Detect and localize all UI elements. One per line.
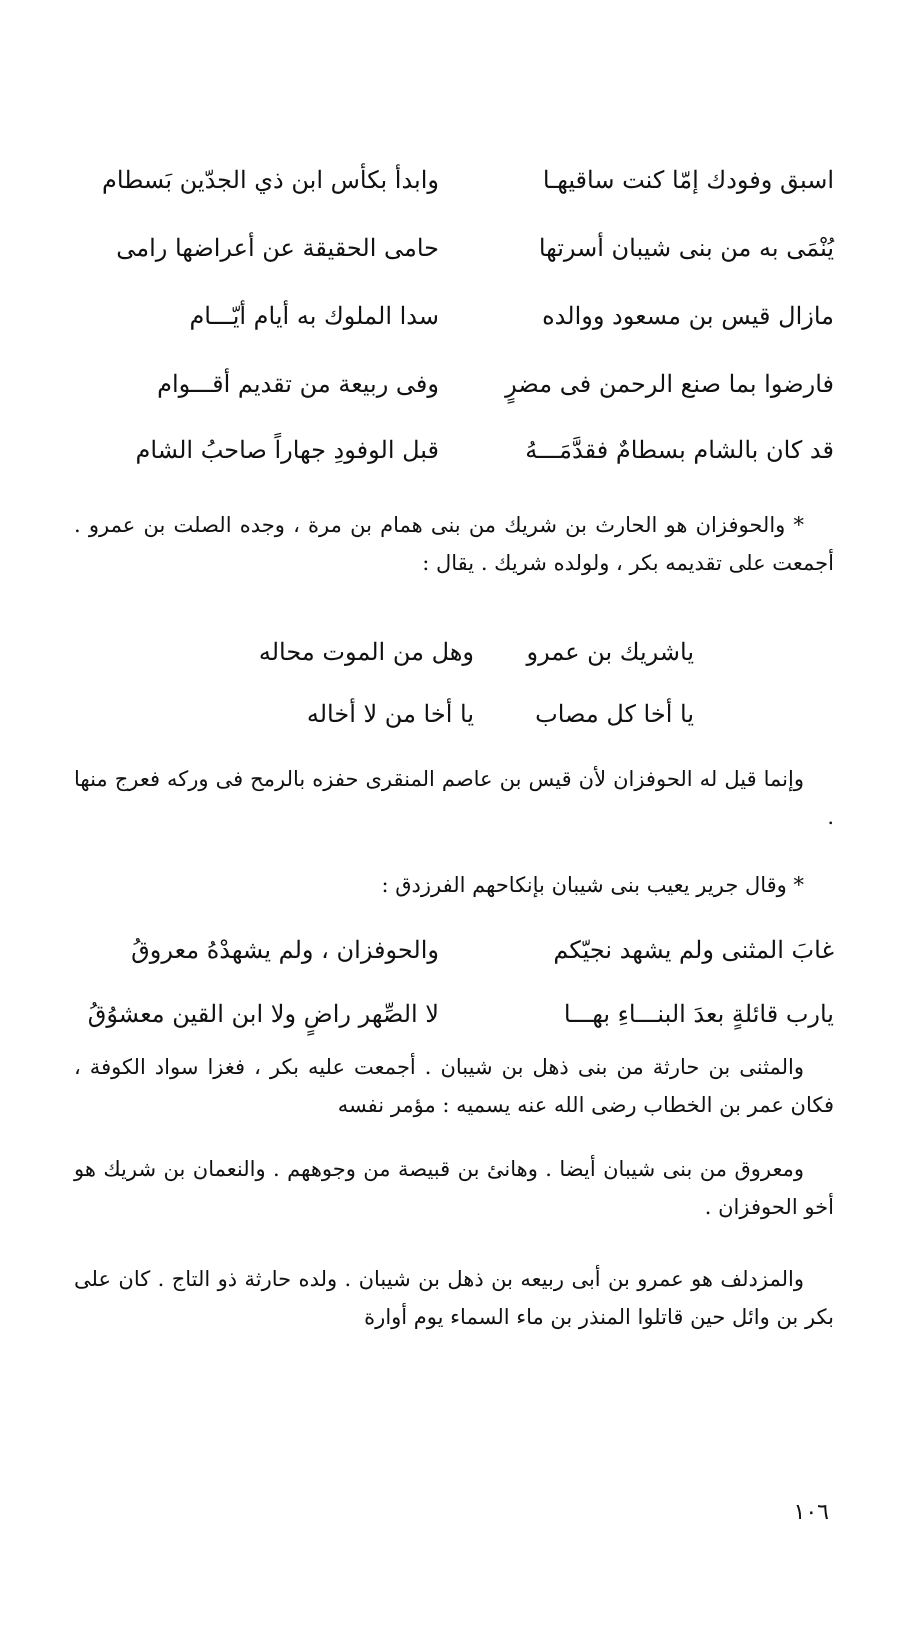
verse-first-hemistich: قد كان بالشام بسطامٌ فقدَّمَـــهُ [525, 436, 834, 464]
verse-second-hemistich: والحوفزان ، ولم يشهدْهُ معروقُ [131, 936, 439, 964]
verse-first-hemistich: يُنْمَى به من بنى شيبان أسرتها [538, 234, 834, 262]
paragraph: ومعروق من بنى شيبان أيضا . وهانئ بن قبيصة من وجوههم . والنعمان بن شريك هو أخو الحوفزان . [74, 1157, 834, 1219]
paragraph: والمزدلف هو عمرو بن أبى ربيعه بن ذهل بن شيبان . ولده حارثة ذو التاج . كان على بكر بن وائل حين قاتلوا المنذر بن ماء السماء يوم أوارة [74, 1267, 834, 1329]
verse-second-hemistich: وابدأ بكأس ابن ذي الجدّين بَسطام [102, 166, 439, 194]
verse-second-hemistich: قبل الوفودِ جهاراً صاحبُ الشام [135, 436, 439, 464]
verse-second-hemistich: حامى الحقيقة عن أعراضها رامى [116, 234, 439, 262]
verse-first-hemistich: اسبق وفودك إمّا كنت ساقيهـا [542, 166, 834, 194]
verse-second-hemistich: وهل من الموت محاله [258, 638, 474, 666]
paragraph: * وقال جرير يعيب بنى شيبان بإنكاحهم الفرزدق : [381, 873, 804, 897]
verse-first-hemistich: مازال قيس بن مسعود ووالده [542, 302, 834, 330]
verse-first-hemistich: غابَ المثنى ولم يشهد نجيّكم [553, 936, 834, 964]
verse-second-hemistich: لا الصِّهر راضٍ ولا ابن القين معشوُقُ [87, 1000, 439, 1028]
verse-second-hemistich: سدا الملوك به أيام أيّـــام [189, 302, 439, 330]
verse-line [74, 428, 834, 472]
page-number: ١٠٦ [793, 1500, 829, 1525]
paragraph: والمثنى بن حارثة من بنى ذهل بن شيبان . أجمعت عليه بكر ، فغزا سواد الكوفة ، فكان عمر بن الخطاب رضى الله عنه يسميه : مؤمر نفسه [74, 1055, 834, 1117]
verse-second-hemistich: وفى ربيعة من تقديم أقـــوام [157, 370, 439, 398]
verse-first-hemistich: ياشريك بن عمرو [526, 638, 694, 666]
verse-first-hemistich: فارضوا بما صنع الرحمن فى مضرٍ [505, 370, 834, 398]
verse-line [74, 226, 834, 270]
verse-line [74, 294, 834, 338]
verse-first-hemistich: يا أخا كل مصاب [535, 700, 694, 728]
verse-line [194, 630, 694, 674]
verse-line [74, 928, 834, 972]
verse-second-hemistich: يا أخا من لا أخاله [306, 700, 474, 728]
paragraph: وإنما قيل له الحوفزان لأن قيس بن عاصم المنقرى حفزه بالرمح فى وركه فعرج منها . [74, 767, 834, 829]
paragraph: * والحوفزان هو الحارث بن شريك من بنى همام بن مرة ، وجده الصلت بن عمرو . أجمعت على تقديمه بكر ، ولولده شريك . يقال : [74, 513, 834, 575]
verse-first-hemistich: يارب قائلةٍ بعدَ البنـــاءِ بهـــا [563, 1000, 834, 1028]
verse-line [194, 692, 694, 736]
verse-line [74, 362, 834, 406]
verse-line [74, 992, 834, 1036]
verse-line [74, 158, 834, 202]
